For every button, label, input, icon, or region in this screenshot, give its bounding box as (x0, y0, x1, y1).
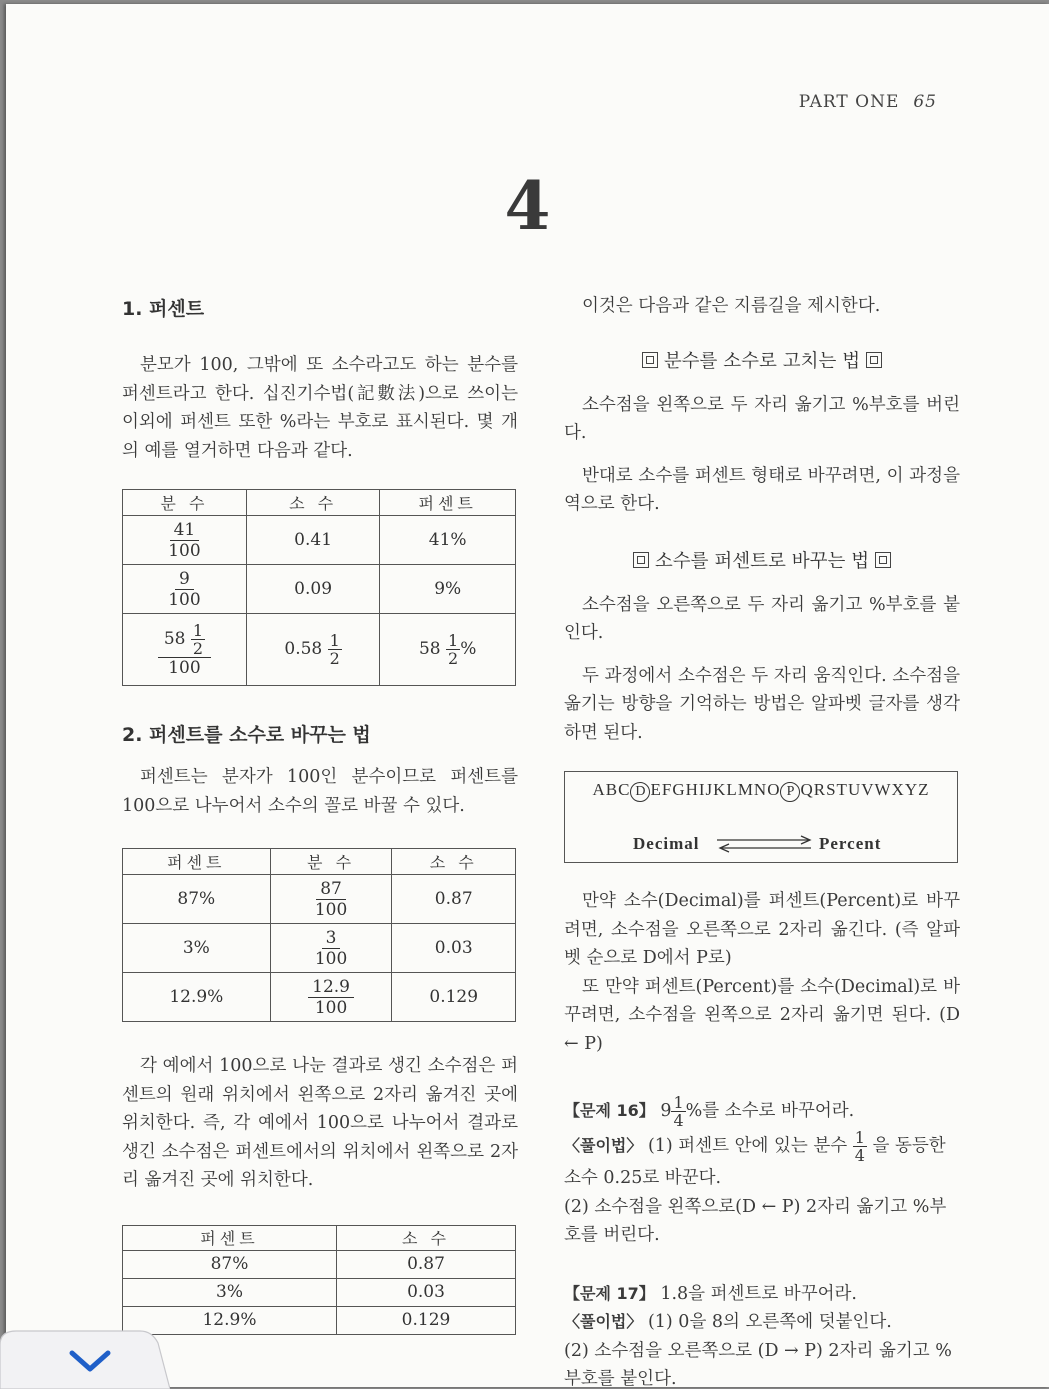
double-arrow-icon (715, 835, 815, 853)
fraction: $\frac{9}{100}$ (168, 568, 201, 610)
table-cell: 0.129 (392, 973, 516, 1022)
table-cell: 12.9% (123, 1306, 337, 1334)
section-2-paragraph-2: 각 예에서 100으로 나눈 결과로 생긴 소수점은 퍼센트의 원래 위치에서 왼쪽으로 2자리 옮겨진 곳에 위치한다. 즉, 각 예에서 100으로 나누어서 결과로 생긴 소수점은 퍼센트에서의 위치에서 왼쪽으로 2자리 옮겨진 곳에 위치한다. (122, 1056, 518, 1190)
document-page (6, 4, 1049, 1387)
rule-1-title: 분수를 소수로 고치는 법 (564, 347, 960, 373)
table-cell: 12.9% (123, 973, 271, 1022)
table-header: 소 수 (246, 490, 380, 516)
alphabet-line: ABC D EFGHIJKLMNO P QRSTUVWXYZ (565, 780, 957, 802)
fraction: 58 $\frac{1}{2}$ 100 (158, 622, 211, 678)
rule-1-text: 소수점을 왼쪽으로 두 자리 옮기고 %부호를 버린다. (564, 394, 960, 443)
fraction: $\frac{3}{100}$ (314, 927, 348, 969)
table-header: 소 수 (392, 849, 516, 875)
table-cell: 9% (380, 565, 516, 614)
table-cell: 0.58 $\frac{1}{2}$ (246, 614, 380, 686)
table-row (123, 1278, 516, 1306)
decimal-percent-line (633, 834, 882, 854)
circled-letter-d: D (630, 782, 650, 802)
table-row (123, 565, 516, 614)
collapse-toggle-button[interactable] (0, 1317, 170, 1389)
box-bullet-icon (633, 552, 649, 568)
table-cell: 0.03 (336, 1278, 515, 1306)
right-column (564, 294, 960, 1387)
page-number: 65 (913, 92, 937, 112)
fraction: $\frac{12.9}{100}$ (308, 977, 354, 1018)
fraction: $\frac{41}{100}$ (168, 519, 201, 561)
table-cell: 58 $\frac{1}{2}$ % (380, 614, 516, 686)
fraction: $\frac{87}{100}$ (314, 878, 348, 920)
table-cell: 0.87 (392, 875, 516, 924)
table-row (123, 875, 516, 924)
decimal-to-percent-paragraph: 만약 소수(Decimal)를 퍼센트(Percent)로 바꾸려면, 소수점을 오른쪽으로 2자리 옮긴다. (즉 알파벳 순으로 D에서 P로) (564, 891, 960, 968)
table-header: 분 수 (123, 490, 247, 516)
table-fraction-decimal-percent (122, 489, 516, 686)
table-header: 분 수 (270, 849, 392, 875)
box-bullet-icon (875, 552, 891, 568)
problem-16: 【문제 16】 9 $\frac{1}{4}$ %를 소수로 바꾸어라. 〈풀이법〉 (1) 퍼센트 안에 있는 분수 $\frac{1}{4}$ 을 동등한 소수 0.25로 바꾼다. (2) 소수점을 왼쪽으로(D ← P) 2자리 옮기고 %부호를 버린다. (564, 1094, 960, 1250)
solution-step: (2) 소수점을 왼쪽으로(D ← P) 2자리 옮기고 %부호를 버린다. (564, 1196, 947, 1245)
fraction: $\frac{1}{4}$ (854, 1128, 865, 1165)
solution-label: 〈풀이법〉 (564, 1136, 643, 1155)
section-1-paragraph: 분모가 100, 그밖에 또 소수라고도 하는 분수를 퍼센트라고 한다. 십진기수법(記數法)으로 쓰이는 이외에 퍼센트 또한 %라는 부호로 표시된다. 몇 개의 예를 열거하면 다음과 같다. (122, 355, 518, 461)
table-row (123, 516, 516, 565)
table-header: 퍼센트 (123, 849, 271, 875)
table-cell: 87% (123, 1250, 337, 1278)
table-row (123, 924, 516, 973)
table-header: 퍼센트 (123, 1225, 337, 1250)
rule-2-title: 소수를 퍼센트로 바꾸는 법 (564, 547, 960, 573)
circled-letter-p: P (780, 782, 800, 802)
alphabet-mnemonic-box (564, 771, 958, 863)
left-column (122, 294, 518, 1335)
table-cell: 0.41 (246, 516, 380, 565)
part-label: PART ONE (798, 92, 900, 112)
table-header: 소 수 (336, 1225, 515, 1250)
running-header (799, 92, 937, 112)
decimal-label: Decimal (633, 834, 700, 853)
problem-17: 【문제 17】 1.8을 퍼센트로 바꾸어라. 〈풀이법〉 (1) 0을 8의 오른쪽에 덧붙인다. (2) 소수점을 오른쪽으로 (D → P) 2자리 옮기고 %부호를 붙인다. (564, 1280, 960, 1388)
table-header: 퍼센트 (380, 490, 516, 516)
intro-paragraph: 이것은 다음과 같은 지름길을 제시한다. (582, 296, 881, 316)
solution-label: 〈풀이법〉 (564, 1312, 643, 1331)
reverse-paragraph: 반대로 소수를 퍼센트 형태로 바꾸려면, 이 과정을 역으로 한다. (564, 465, 960, 514)
percent-label: Percent (819, 834, 882, 853)
table-cell: 0.129 (336, 1306, 515, 1334)
fraction: $\frac{1}{4}$ (673, 1093, 684, 1130)
table-cell: 3% (123, 924, 271, 973)
problem-label: 【문제 16】 (564, 1101, 655, 1120)
table-row (123, 973, 516, 1022)
problem-label: 【문제 17】 (564, 1283, 655, 1303)
section-1-title: 1. 퍼센트 (122, 298, 205, 320)
memory-paragraph: 두 과정에서 소수점은 두 자리 움직인다. 소수점을 옮기는 방향을 기억하는 방법은 알파벳 글자를 생각하면 된다. (564, 665, 960, 743)
box-bullet-icon (642, 352, 658, 368)
table-cell: 87% (123, 875, 271, 924)
table-row (123, 1306, 516, 1334)
table-cell: 3% (123, 1278, 337, 1306)
rule-2-text: 소수점을 오른쪽으로 두 자리 옮기고 %부호를 붙인다. (564, 594, 960, 643)
percent-to-decimal-paragraph: 또 만약 퍼센트(Percent)를 소수(Decimal)로 바꾸려면, 소수점을 왼쪽으로 2자리 옮기면 된다. (D ← P) (564, 976, 960, 1054)
table-cell: 0.03 (392, 924, 516, 973)
table-row (123, 614, 516, 686)
table-cell: 0.87 (336, 1250, 515, 1278)
table-percent-decimal (122, 1225, 516, 1335)
section-2-title: 2. 퍼센트를 소수로 바꾸는 법 (122, 724, 371, 746)
table-row (123, 1250, 516, 1278)
table-cell: 0.09 (246, 565, 380, 614)
section-2-paragraph: 퍼센트는 분자가 100인 분수이므로 퍼센트를 100으로 나누어서 소수의 꼴로 바꿀 수 있다. (122, 767, 518, 816)
solution-step: (2) 소수점을 오른쪽으로 (D → P) 2자리 옮기고 %부호를 붙인다. (564, 1340, 952, 1387)
table-cell: 41% (380, 516, 516, 565)
chapter-number: 4 (504, 167, 551, 245)
box-bullet-icon (866, 352, 882, 368)
table-percent-fraction-decimal (122, 848, 516, 1022)
